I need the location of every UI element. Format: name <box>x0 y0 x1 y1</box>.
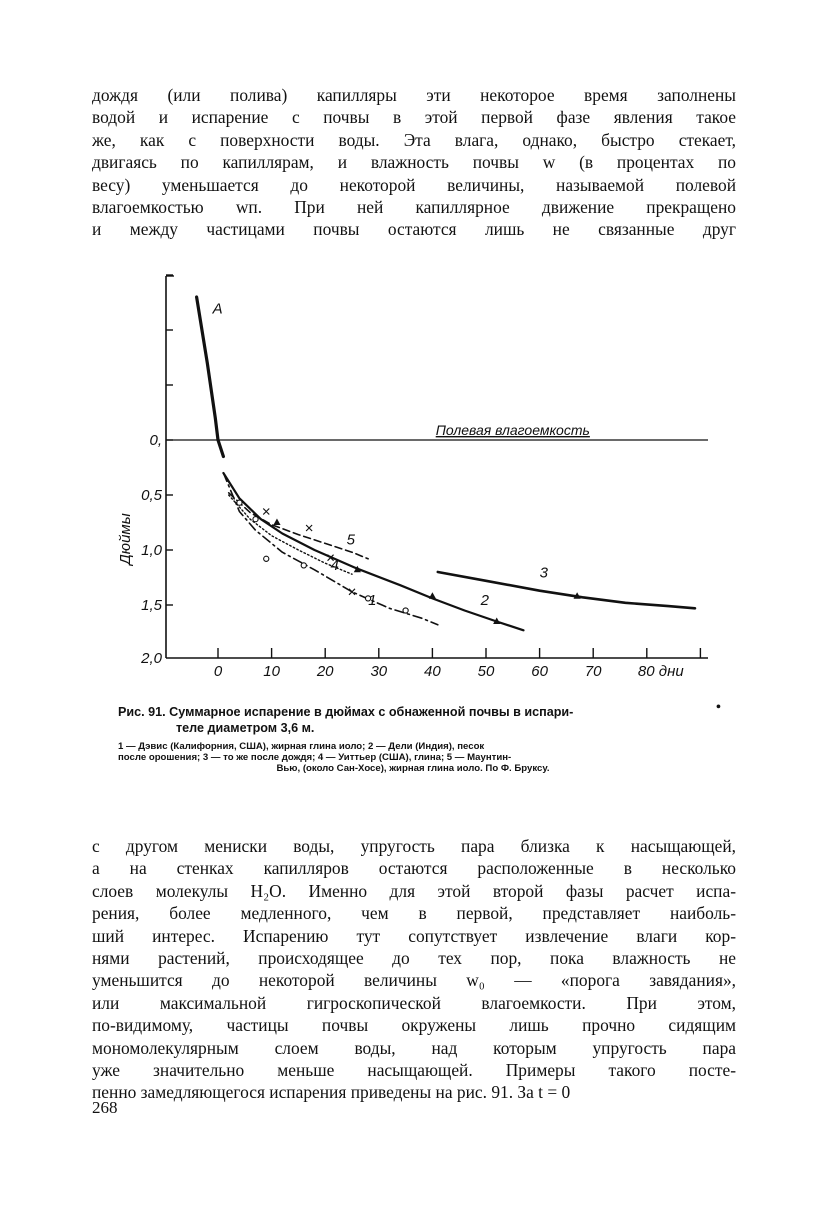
text-line: уже значительно меньше насыщающей. Примеры такого посте- <box>92 1060 736 1081</box>
marker-cross <box>306 525 312 531</box>
series-line-3 <box>438 572 695 608</box>
marker-cross <box>349 589 355 595</box>
text-line: влагоемкостью wп. При ней капиллярное движение прекращено <box>92 197 736 218</box>
text-line: с другом мениски воды, упругость пара близка к насыщающей, <box>92 836 736 856</box>
x-tick-label: 0 <box>213 663 223 680</box>
text-line: или максимальной гигроскопической влагоемкости. При этом, <box>92 992 736 1013</box>
curve-label-2: 2 <box>480 592 489 609</box>
evaporation-chart <box>108 268 718 688</box>
chart-labels <box>117 301 684 681</box>
marker-triangle <box>429 592 436 599</box>
caption-title <box>118 704 708 736</box>
y-tick-label: 1,0 <box>141 542 162 559</box>
series-line-1 <box>223 473 437 625</box>
marker-triangle <box>273 519 280 526</box>
y-tick-label: 2,0 <box>141 650 162 667</box>
x-tick-label: 10 <box>263 663 280 680</box>
text-line: ший интерес. Испарению тут сопутствует извлечение влаги кор- <box>92 925 736 946</box>
caption-title-line: Рис. 91. Суммарное испарение в дюймах с обнаженной почвы в испари- <box>118 705 574 719</box>
text-line: и между частицами почвы остаются лишь не связанные друг <box>92 219 736 240</box>
chart-markers <box>237 500 581 624</box>
x-tick-label: 30 <box>370 663 388 680</box>
marker-circle <box>403 608 408 613</box>
caption-legend-line: 1 — Дэвис (Калифорния, США), жирная глина иоло; 2 — Дели (Индия), песок <box>118 741 485 752</box>
curve-label-1: 1 <box>368 592 377 609</box>
figure-caption <box>118 704 708 774</box>
text-line: нями растений, происходящее до тех пор, пока влажность не <box>92 948 736 969</box>
text-line: весу) уменьшается до некоторой величины, называемой полевой <box>92 174 736 195</box>
caption-title-line: теле диаметром 3,6 м. <box>176 721 315 735</box>
marker-circle <box>253 517 258 522</box>
caption-bullet: • <box>716 700 721 715</box>
y-tick-label: 1,5 <box>141 597 162 614</box>
y-tick-label: 0, <box>149 432 162 449</box>
x-tick-label: 60 <box>531 663 548 680</box>
curve-label-5: 5 <box>346 531 355 549</box>
x-tick-label: 80 дни <box>637 663 684 680</box>
text-line: водой и испарение с почвы в этой первой фазе явления такое <box>92 107 736 128</box>
x-tick-label: 70 <box>584 663 602 680</box>
x-tick-label: 20 <box>316 663 334 680</box>
curve-label-A: A <box>212 300 223 318</box>
paragraph-bottom <box>92 835 736 1104</box>
text-line: мономолекулярным слоем воды, над которым упругость пара <box>92 1037 736 1058</box>
curve-label-3: 3 <box>539 564 548 582</box>
curve-label-4: 4 <box>330 556 339 574</box>
marker-circle <box>264 556 269 561</box>
field-capacity-label: Полевая влагоемкость <box>435 422 590 438</box>
text-line: двигаясь по капиллярам, и влажность почвы w (в процентах по <box>92 152 736 173</box>
text-line: слоев молекулы H₂O. Именно для этой второй фазы расчет испа- <box>92 880 736 901</box>
chart-series <box>197 297 695 630</box>
caption-legend-line: после орошения; 3 — то же после дождя; 4 — Уиттьер (США), глина; 5 — Маунтин- <box>118 752 512 763</box>
text-line: а на стенках капилляров остаются расположенные в несколько <box>92 858 736 879</box>
marker-circle <box>301 563 306 568</box>
text-line: же, как с поверхности воды. Эта влага, однако, быстро стекает, <box>92 129 736 150</box>
marker-circle <box>237 500 242 505</box>
paragraph-top <box>92 84 736 241</box>
caption-legend-line: Вью, (около Сан-Хосе), жирная глина иоло. По Ф. Бруксу. <box>276 763 550 774</box>
series-line-5 <box>229 493 368 559</box>
text-line: по-видимому, частицы почвы окружены лишь прочно сидящим <box>92 1015 736 1036</box>
x-tick-label: 50 <box>477 663 495 680</box>
y-axis-label: Дюймы <box>117 513 134 565</box>
caption-legend <box>118 741 708 774</box>
page-number: 268 <box>92 1098 118 1117</box>
text-line: уменьшится до некоторой величины w₀ — «порога завядания», <box>92 970 736 991</box>
y-tick-label: 0,5 <box>141 487 162 504</box>
text-line: дождя (или полива) капилляры эти некоторое время заполнены <box>92 85 736 105</box>
text-line: пенно замедляющегося испарения приведены на рис. 91. За t = 0 <box>92 1082 571 1103</box>
series-line-A <box>197 297 224 457</box>
marker-cross <box>263 509 269 515</box>
text-line: рения, более медленного, чем в первой, представляет наиболь- <box>92 903 736 924</box>
x-tick-label: 40 <box>424 663 441 680</box>
